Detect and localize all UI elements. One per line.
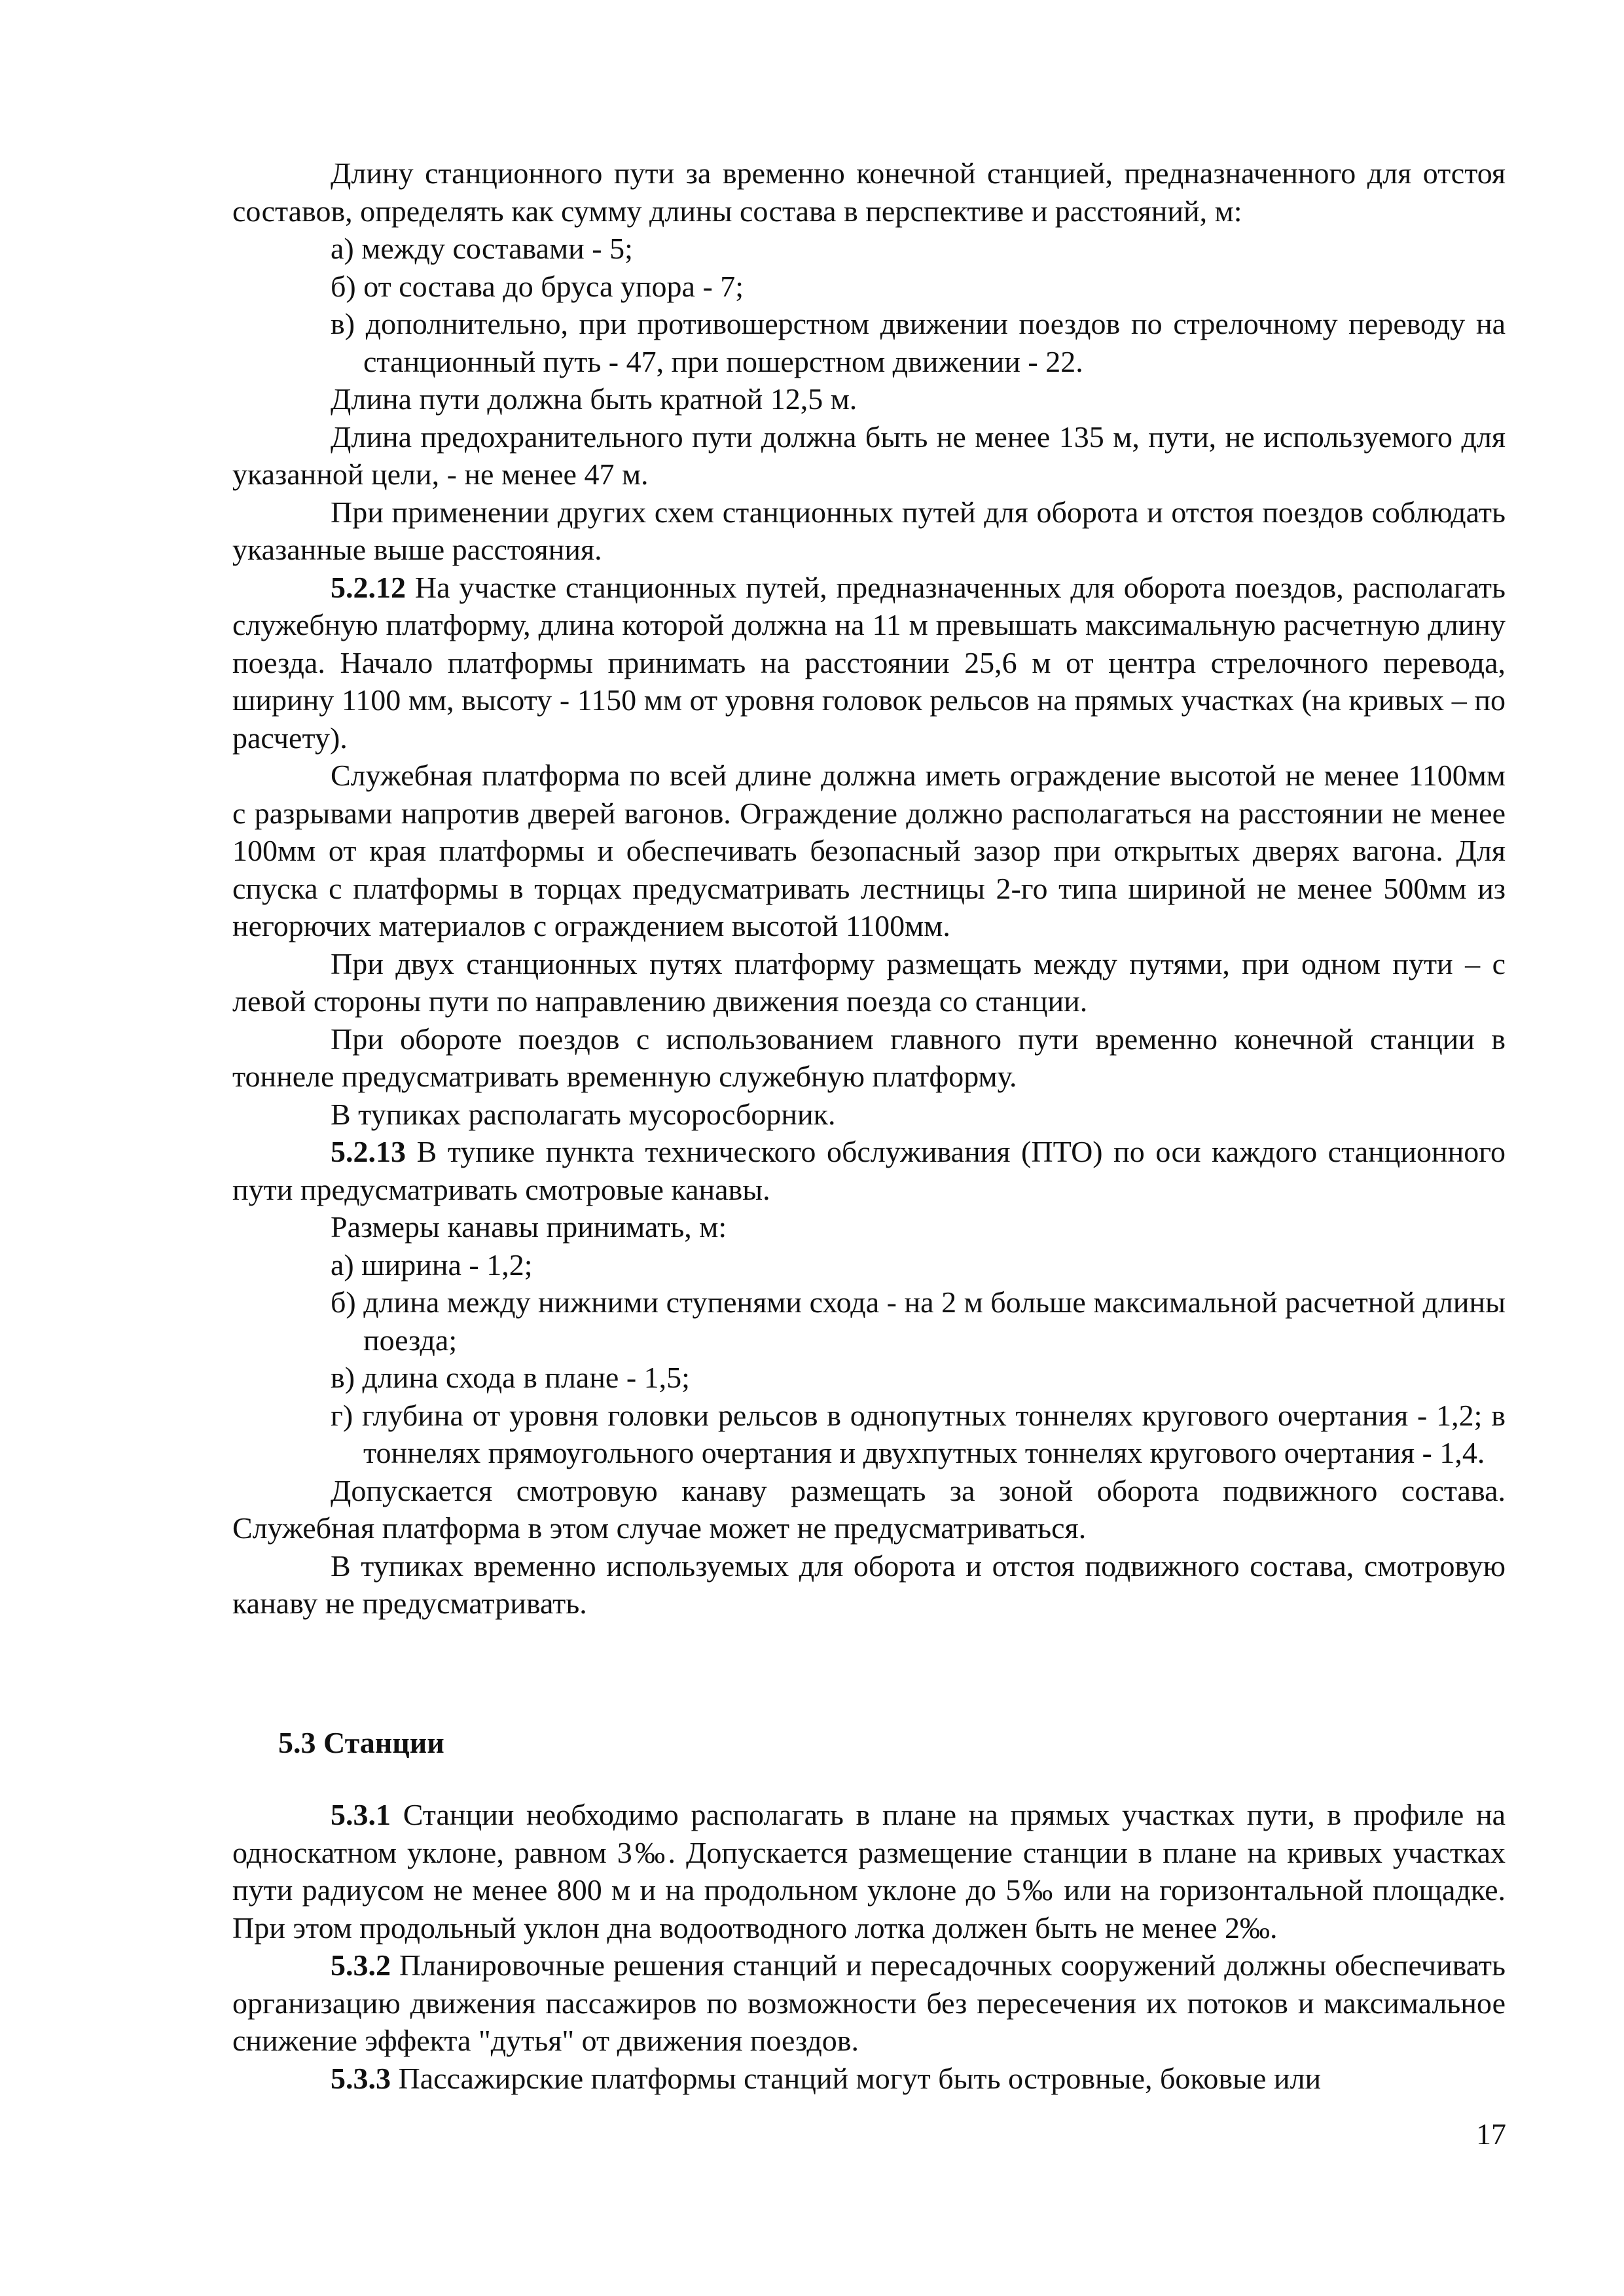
clause-5-2-12 [232,569,1506,757]
list-item: в) длина схода в плане - 1,5; [331,1361,690,1394]
paragraph-pit-allowed: Допускается смотровую канаву размещать за зоной оборота подвижного состава. Служебная платформа в этом случае может не предусматриваться. [232,1473,1506,1545]
paragraph-two-tracks: При двух станционных путях платформу размещать между путями, при одном пути – с левой стороны пути по направлению движения поезда со станции. [232,946,1506,1018]
paragraph-track-length: Длину станционного пути за временно конечной станцией, предназначенного для отстоя составов, определять как сумму длины состава в перспективе и расстояний, м: [232,156,1506,228]
list-item: б) длина между нижними ступенями схода - на 2 м больше максимальной расчетной длины поезда; [331,1285,1506,1357]
paragraph-pit-sizes: Размеры канавы принимать, м: [331,1210,727,1244]
clause-number: 5.3.2 [331,1948,391,1982]
paragraph-multiple: Длина пути должна быть кратной 12,5 м. [331,382,857,416]
clause-5-3-2 [232,1946,1506,2060]
list-item: б) от состава до бруса упора - 7; [331,269,744,303]
clause-text: Планировочные решения станций и пересадочных сооружений должны обеспечивать организацию движения пассажиров по возможности без пересечения их потоков и максимальное снижение эффекта "дутья" от движения поездов. [232,1948,1506,2057]
paragraph-waste-collector: В тупиках располагать мусоросборник. [331,1097,836,1131]
clause-5-3-1 [232,1796,1506,1946]
paragraph-other-schemes: При применении других схем станционных путей для оборота и отстоя поездов соблюдать указанные выше расстояния. [232,495,1506,566]
page-number: 17 [1476,2117,1506,2151]
list-item: а) ширина - 1,2; [331,1247,533,1282]
list-item: г) глубина от уровня головки рельсов в однопутных тоннелях кругового очертания - 1,2; в тоннелях прямоугольного очертания и двухпутных тоннелях кругового очертания - 1,4. [331,1398,1506,1469]
paragraph-deadend: В тупиках временно используемых для оборота и отстоя подвижного состава, смотровую канаву не предусматривать. [232,1549,1506,1620]
clause-number: 5.2.12 [331,570,406,604]
clause-text: Пассажирские платформы станций могут быть островные, боковые или [391,2061,1322,2095]
clause-text: В тупике пункта технического обслуживания (ПТО) по оси каждого станционного пути предусматривать смотровые канавы. [232,1135,1506,1206]
paragraph-safety-track: Длина предохранительного пути должна быть не менее 135 м, пути, не используемого для указанной цели, - не менее 47 м. [232,420,1506,491]
paragraph-platform-fence: Служебная платформа по всей длине должна иметь ограждение высотой не менее 1100мм с разрывами напротив дверей вагонов. Ограждение должно располагаться на расстоянии не менее 100мм от края платформы и обеспечивать безопасный зазор при открытых дверях вагона. Для спуска с платформы в торцах предусматривать лестницы 2-го типа шириной не менее 500мм из негорючих материалов с ограждением высотой 1100мм. [232,759,1506,942]
clause-text: Станции необходимо располагать в плане на прямых участках пути, в профиле на односкатном уклоне, равном 3‰. Допускается размещение станции в плане на кривых участках пути радиусом не менее 800 м и на продольном уклоне до 5‰ или на горизонтальной площадке. При этом продольный уклон дна водоотводного лотка должен быть не менее 2‰. [232,1798,1506,1945]
clause-5-2-13 [232,1133,1506,1208]
list-item: а) между составами - 5; [331,232,633,265]
list-item: в) дополнительно, при противошерстном движении поездов по стрелочному переводу на станционный путь - 47, при пошерстном движении - 22. [331,307,1506,378]
section-heading: 5.3 Станции [278,1726,444,1759]
clause-number: 5.3.1 [331,1798,391,1831]
paragraph-turnover: При обороте поездов с использованием главного пути временно конечной станции в тоннеле предусматривать временную служебную платформу. [232,1022,1506,1093]
clause-5-3-3 [232,2060,1506,2098]
text-block-lower [232,1796,1506,2097]
clause-text: На участке станционных путей, предназначенных для оборота поездов, располагать служебную платформу, длина которой должна на 11 м превышать максимальную расчетную длину поезда. Начало платформы принимать на расстоянии 25,6 м от центра стрелочного перевода, ширину 1100 мм, высоту - 1150 мм от уровня головок рельсов на прямых участках (на кривых – по расчету). [232,570,1506,755]
clause-number: 5.3.3 [331,2061,391,2095]
text-block-upper [232,154,1506,1623]
clause-number: 5.2.13 [331,1135,406,1168]
